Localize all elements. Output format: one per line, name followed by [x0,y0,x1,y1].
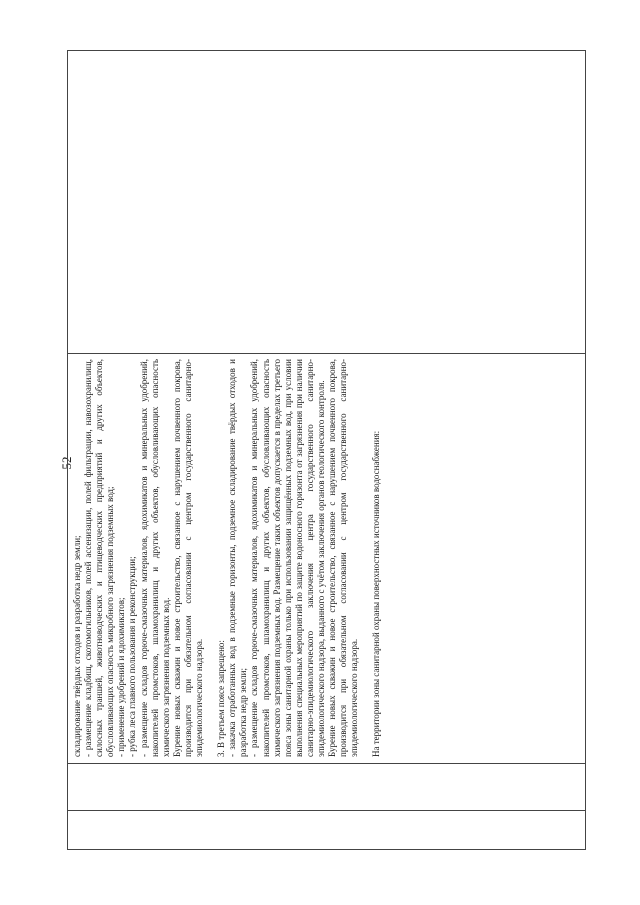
paragraph: Бурение новых скважин и новое строительство, связанное с нарушением почвенного покрова, производится при обязательном согласовании с центром государственного санитарно-эпидемиологического надзора. [171,359,205,757]
paragraph: - закачка отработанных вод в подземные горизонты, подземное складирование твёрдых отходов и разработка недр земли; [227,359,249,757]
paragraph: Бурение новых скважин и новое строительство, связанное с нарушением почвенного покрова, производится при обязательном согласовании с центром государственного санитарно-эпидемиологического надзора. [327,359,360,757]
table-divider [68,763,585,764]
paragraph: - размещение кладбищ, скотомогильников, полей ассенизации, полей фильтрации, навозохранилищ, силосных траншей, животноводческих и птицеводческих предприятий и других объектов, обусловливающих опасность микробного загрязнения подземных вод; [83,359,116,757]
section-heading: 3. В третьем поясе запрещено: [216,640,227,757]
paragraph: - применение удобрений и ядохимикатов; [116,597,127,757]
paragraph: - размещение складов горюче-смазочных материалов, ядохимикатов и минеральных удобрений, накопителей промстоков, шламохранилищ и других объектов, обусловливающих опасность химического загрязнения подземных вод. Размещение таких объектов допускается в пределах третьего пояса зоны санитарной охраны только при использовании защищённых подземных вод, при условии выполнения специальных мероприятий по защите водоносного горизонта от загрязнения при наличии санитарно-эпидемиологического заключения центра государственного санитарно-эпидемиологического надзора, выданного с учётом заключения органов геологического контроля. [249,359,326,757]
paragraph: - рубка леса главного пользования и реконструкции; [127,556,138,757]
page-number: 52 [59,456,74,470]
table-divider [68,810,585,811]
restrictions-cell [68,353,585,763]
section-heading: На территории зоны санитарной охраны поверхностных источников водоснабжения: [371,430,382,757]
restrictions-text [68,353,585,763]
paragraph: складирование твёрдых отходов и разработка недр земли; [72,535,82,757]
paragraph: - размещение складов горюче-смазочных материалов, ядохимикатов и минеральных удобрений, накопителей промстоков, шламохранилищ и других объектов, обусловливающих опасность химического загрязнения подземных вод. [138,359,171,757]
table-frame [67,50,586,850]
